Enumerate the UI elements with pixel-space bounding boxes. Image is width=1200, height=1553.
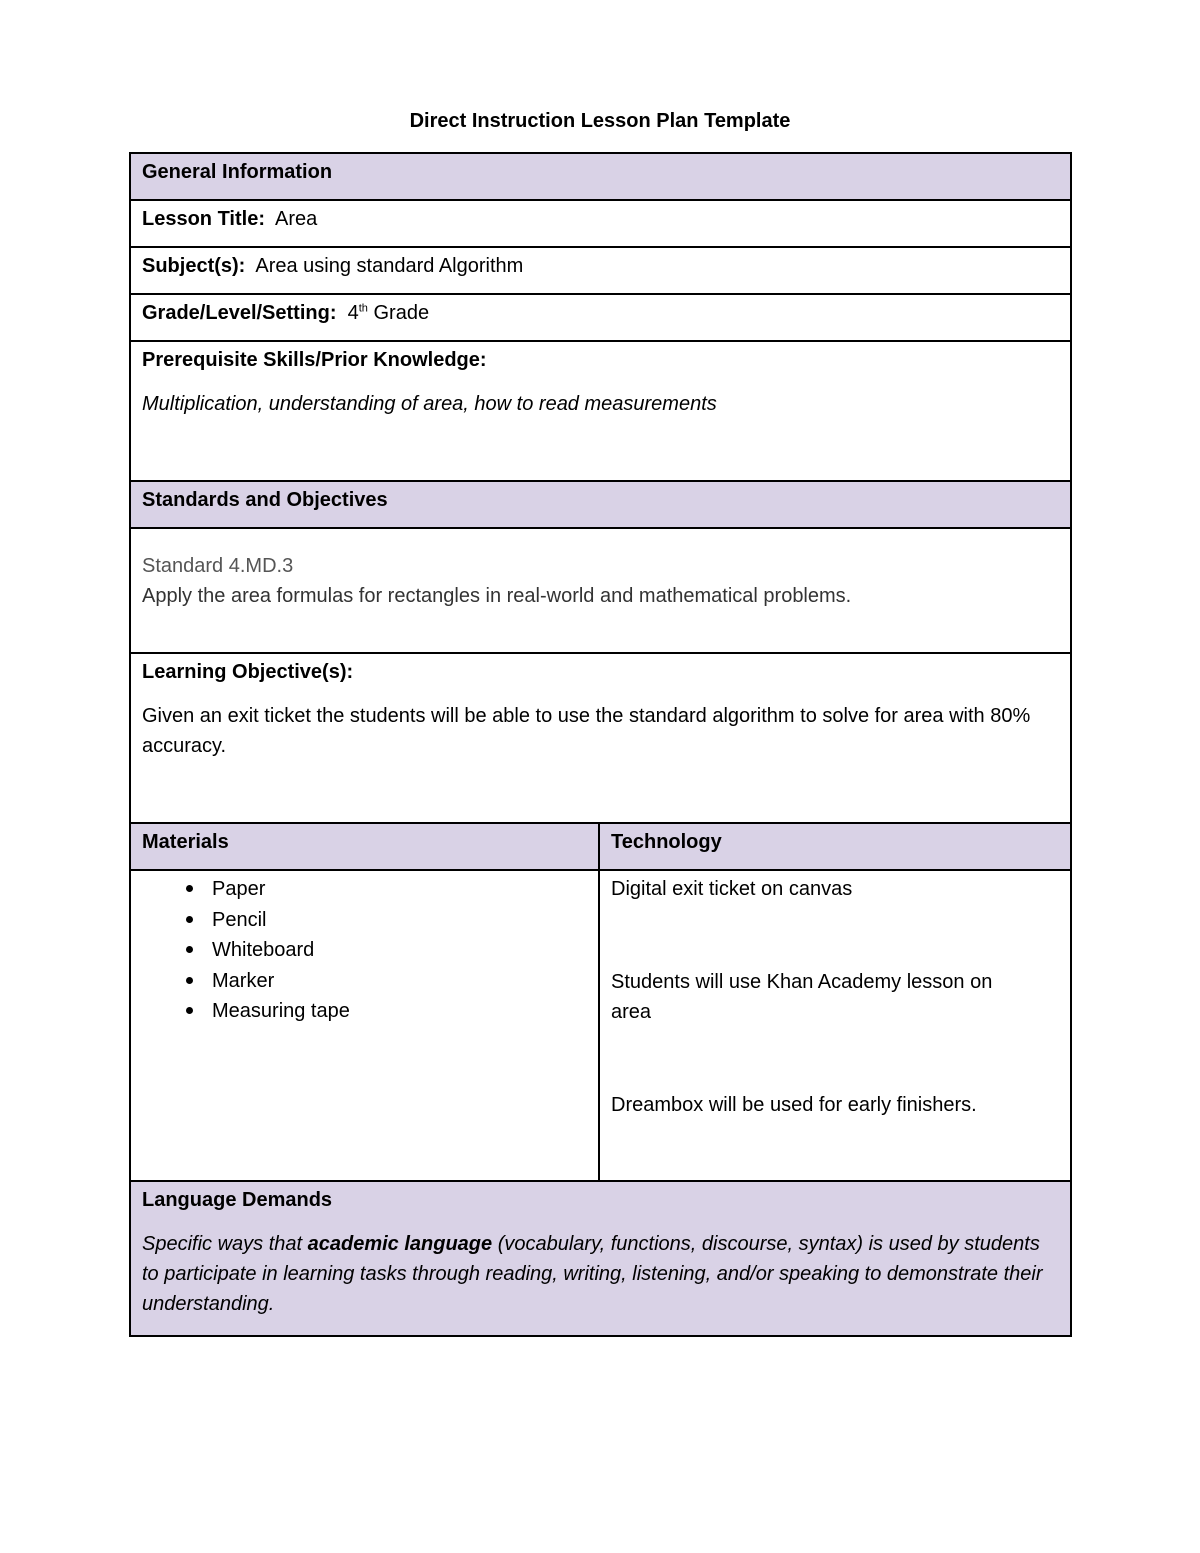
prerequisite-row — [130, 341, 1071, 481]
objective-label: Learning Objective(s): — [142, 661, 354, 683]
materials-technology-row — [130, 870, 1071, 1181]
lesson-plan-table — [129, 152, 1072, 1337]
subjects-label: Subject(s): — [142, 255, 246, 277]
list-item: Measuring tape — [212, 996, 587, 1027]
standard-row — [130, 528, 1071, 653]
section-heading: Standards and Objectives — [142, 489, 388, 511]
section-heading: General Information — [142, 161, 333, 183]
section-heading: Technology — [611, 831, 722, 853]
language-demands-row — [130, 1181, 1071, 1336]
language-text-start: Specific ways that — [142, 1233, 308, 1255]
standards-header — [130, 481, 1071, 528]
technology-header — [599, 823, 1071, 870]
standard-cell — [130, 528, 1071, 653]
subjects-cell — [130, 247, 1071, 294]
lesson-title-value: Area — [275, 208, 318, 230]
lesson-title-cell — [130, 200, 1071, 247]
list-item: Paper — [212, 874, 587, 905]
document-title: Direct Instruction Lesson Plan Template — [409, 110, 791, 132]
grade-word: Grade — [373, 302, 430, 324]
materials-list — [142, 874, 587, 1027]
objective-text: Given an exit ticket the students will be able to use the standard algorithm to solve for area with 80% accuracy. — [142, 705, 1031, 757]
standards-header-row — [130, 481, 1071, 528]
list-item: Whiteboard — [212, 935, 587, 966]
prerequisite-cell — [130, 341, 1071, 481]
language-demands-text — [142, 1229, 1059, 1319]
materials-cell — [130, 870, 599, 1181]
technology-item: Dreambox will be used for early finishers. — [611, 1094, 977, 1116]
grade-suffix: th — [358, 302, 368, 315]
technology-item: Students will use Khan Academy lesson on area — [611, 971, 993, 1023]
prerequisite-value: Multiplication, understanding of area, how to read measurements — [142, 393, 717, 415]
standard-code: Standard 4.MD.3 — [142, 555, 294, 577]
lesson-title-row — [130, 200, 1071, 247]
objective-row — [130, 653, 1071, 823]
technology-item: Digital exit ticket on canvas — [611, 878, 853, 900]
grade-cell — [130, 294, 1071, 341]
objective-cell — [130, 653, 1071, 823]
general-information-row — [130, 153, 1071, 200]
prerequisite-label: Prerequisite Skills/Prior Knowledge: — [142, 349, 487, 371]
language-text-end: (vocabulary, functions, discourse, syntax) is used by students to participate in learning tasks through reading, writing, listening, and/or speaking to demonstrate their understanding. — [142, 1233, 1043, 1315]
language-demands-heading: Language Demands — [142, 1189, 333, 1211]
subjects-value: Area using standard Algorithm — [255, 255, 524, 277]
materials-header — [130, 823, 599, 870]
list-item: Pencil — [212, 905, 587, 936]
list-item: Marker — [212, 966, 587, 997]
technology-cell — [599, 870, 1071, 1181]
grade-row — [130, 294, 1071, 341]
lesson-title-label: Lesson Title: — [142, 208, 265, 230]
subjects-row — [130, 247, 1071, 294]
grade-label: Grade/Level/Setting: — [142, 302, 337, 324]
general-information-header — [130, 153, 1071, 200]
language-demands-cell — [130, 1181, 1071, 1336]
materials-technology-header-row — [130, 823, 1071, 870]
grade-number: 4 — [347, 302, 359, 324]
academic-language-term: academic language — [307, 1233, 493, 1255]
standard-text: Apply the area formulas for rectangles in real-world and mathematical problems. — [142, 585, 852, 607]
section-heading: Materials — [142, 831, 229, 853]
